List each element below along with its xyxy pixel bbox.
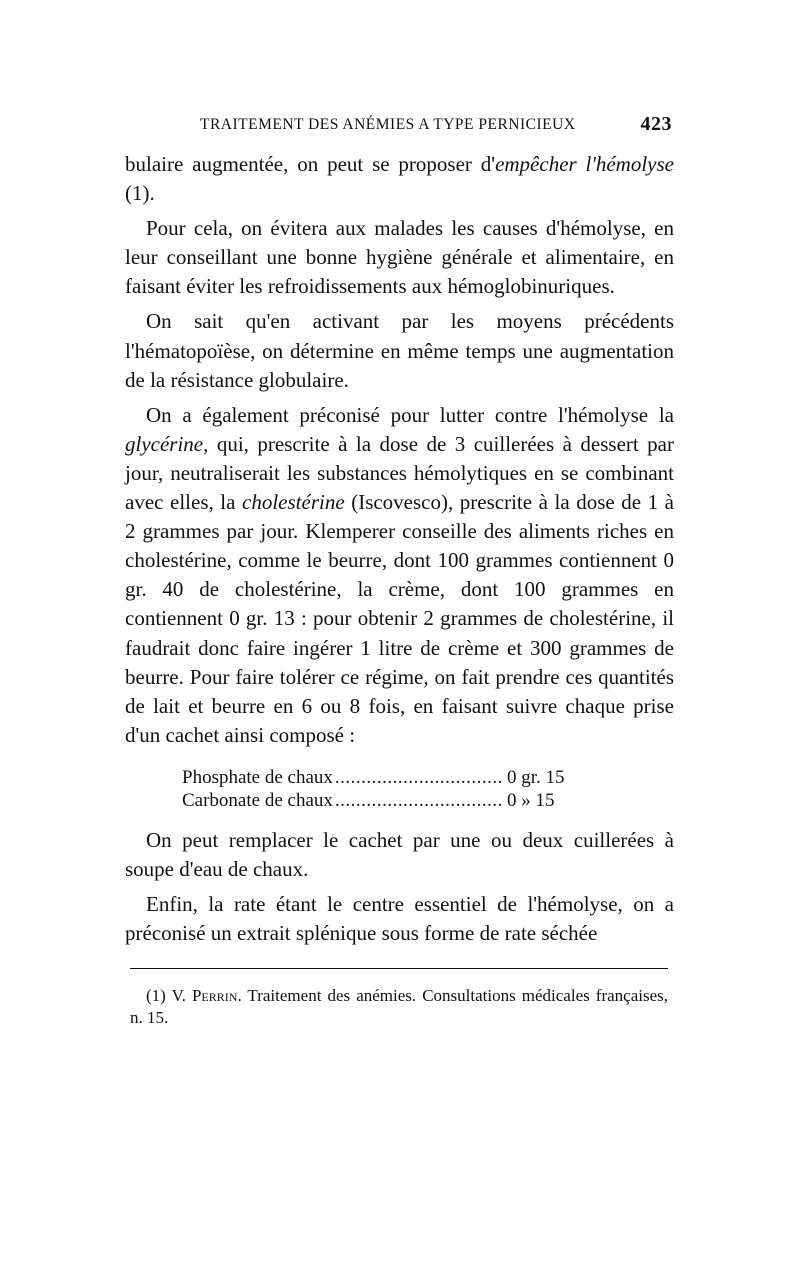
- paragraph-4: [125, 401, 674, 750]
- paragraph-5: On peut remplacer le cachet par une ou deux cuillerées à soupe d'eau de chaux.: [125, 827, 674, 881]
- paragraph-4-text-a: On a également préconisé pour lutter contre l'hémolyse la: [146, 402, 674, 427]
- footnote-divider: [130, 968, 668, 969]
- recipe-quantity: 0 » 15: [507, 789, 555, 811]
- paragraph-3: On sait qu'en activant par les moyens précédents l'hématopoïèse, on détermine en même temps une augmentation de la résistance globulaire.: [125, 309, 674, 392]
- paragraph-2: Pour cela, on évitera aux malades les causes d'hémolyse, en leur conseillant une bonne hygiène générale et alimentaire, en faisant éviter les refroidissements aux hémoglobinuriques.: [125, 216, 674, 299]
- paragraph-4-text-b: qui, prescrite à la dose de 3 cuillerées à dessert par jour, neutraliserait les substances hémolytiques en se combinant avec elles, la: [125, 431, 674, 515]
- footnote-text: [130, 985, 668, 1029]
- recipe-row: [182, 789, 607, 812]
- paragraph-4-text-c: (Iscovesco), prescrite à la dose de 1 à 2 grammes par jour. Klemperer conseille des aliments riches en cholestérine, comme le beurre, dont 100 grammes contiennent 0 gr. 40 de cholestérine, la crème, dont 100 grammes en contiennent 0 gr. 13 : pour obtenir 2 grammes de cholestérine, il faudrait donc faire ingérer 1 litre de crème et 300 grammes de beurre. Pour faire tolérer ce régime, on fait prendre ces quantités de lait et beurre en 6 ou 8 fois, en faisant suivre chaque prise d'un cachet ainsi composé :: [125, 490, 675, 747]
- recipe-ingredient: Carbonate de chaux: [182, 789, 333, 811]
- paragraph-1: [125, 150, 674, 208]
- paragraph-4-emphasis-cholesterine: cholestérine: [242, 490, 345, 515]
- paragraph-1-emphasis: empêcher l'hémolyse: [495, 152, 674, 176]
- footnote-citation: . Traitement des anémies. Consultations médicales françaises, n. 15.: [130, 986, 668, 1027]
- footnote: [130, 985, 668, 1029]
- cachet-recipe: [182, 766, 607, 812]
- paragraph-6: Enfin, la rate étant le centre essentiel de l'hémolyse, on a préconisé un extrait splénique sous forme de rate séchée: [125, 892, 674, 946]
- dot-leader: [335, 766, 503, 789]
- recipe-row: [182, 766, 607, 789]
- paragraph-1-footnote-ref: (1).: [125, 181, 155, 206]
- footnote-author: Perrin: [191, 986, 238, 1005]
- page-number: 423: [640, 113, 672, 135]
- recipe-quantity: 0 gr. 15: [507, 766, 565, 788]
- body-text: [125, 150, 674, 948]
- recipe-ingredient: Phosphate de chaux: [182, 766, 333, 788]
- dot-leader: [335, 789, 503, 812]
- paragraph-1-text: bulaire augmentée, on peut se proposer d': [125, 152, 496, 176]
- paragraph-4-emphasis-glycerine: glycérine,: [125, 431, 209, 456]
- page-header: [200, 113, 672, 138]
- footnote-marker: (1) V.: [146, 986, 192, 1005]
- running-title: TRAITEMENT DES ANÉMIES A TYPE PERNICIEUX: [200, 116, 576, 133]
